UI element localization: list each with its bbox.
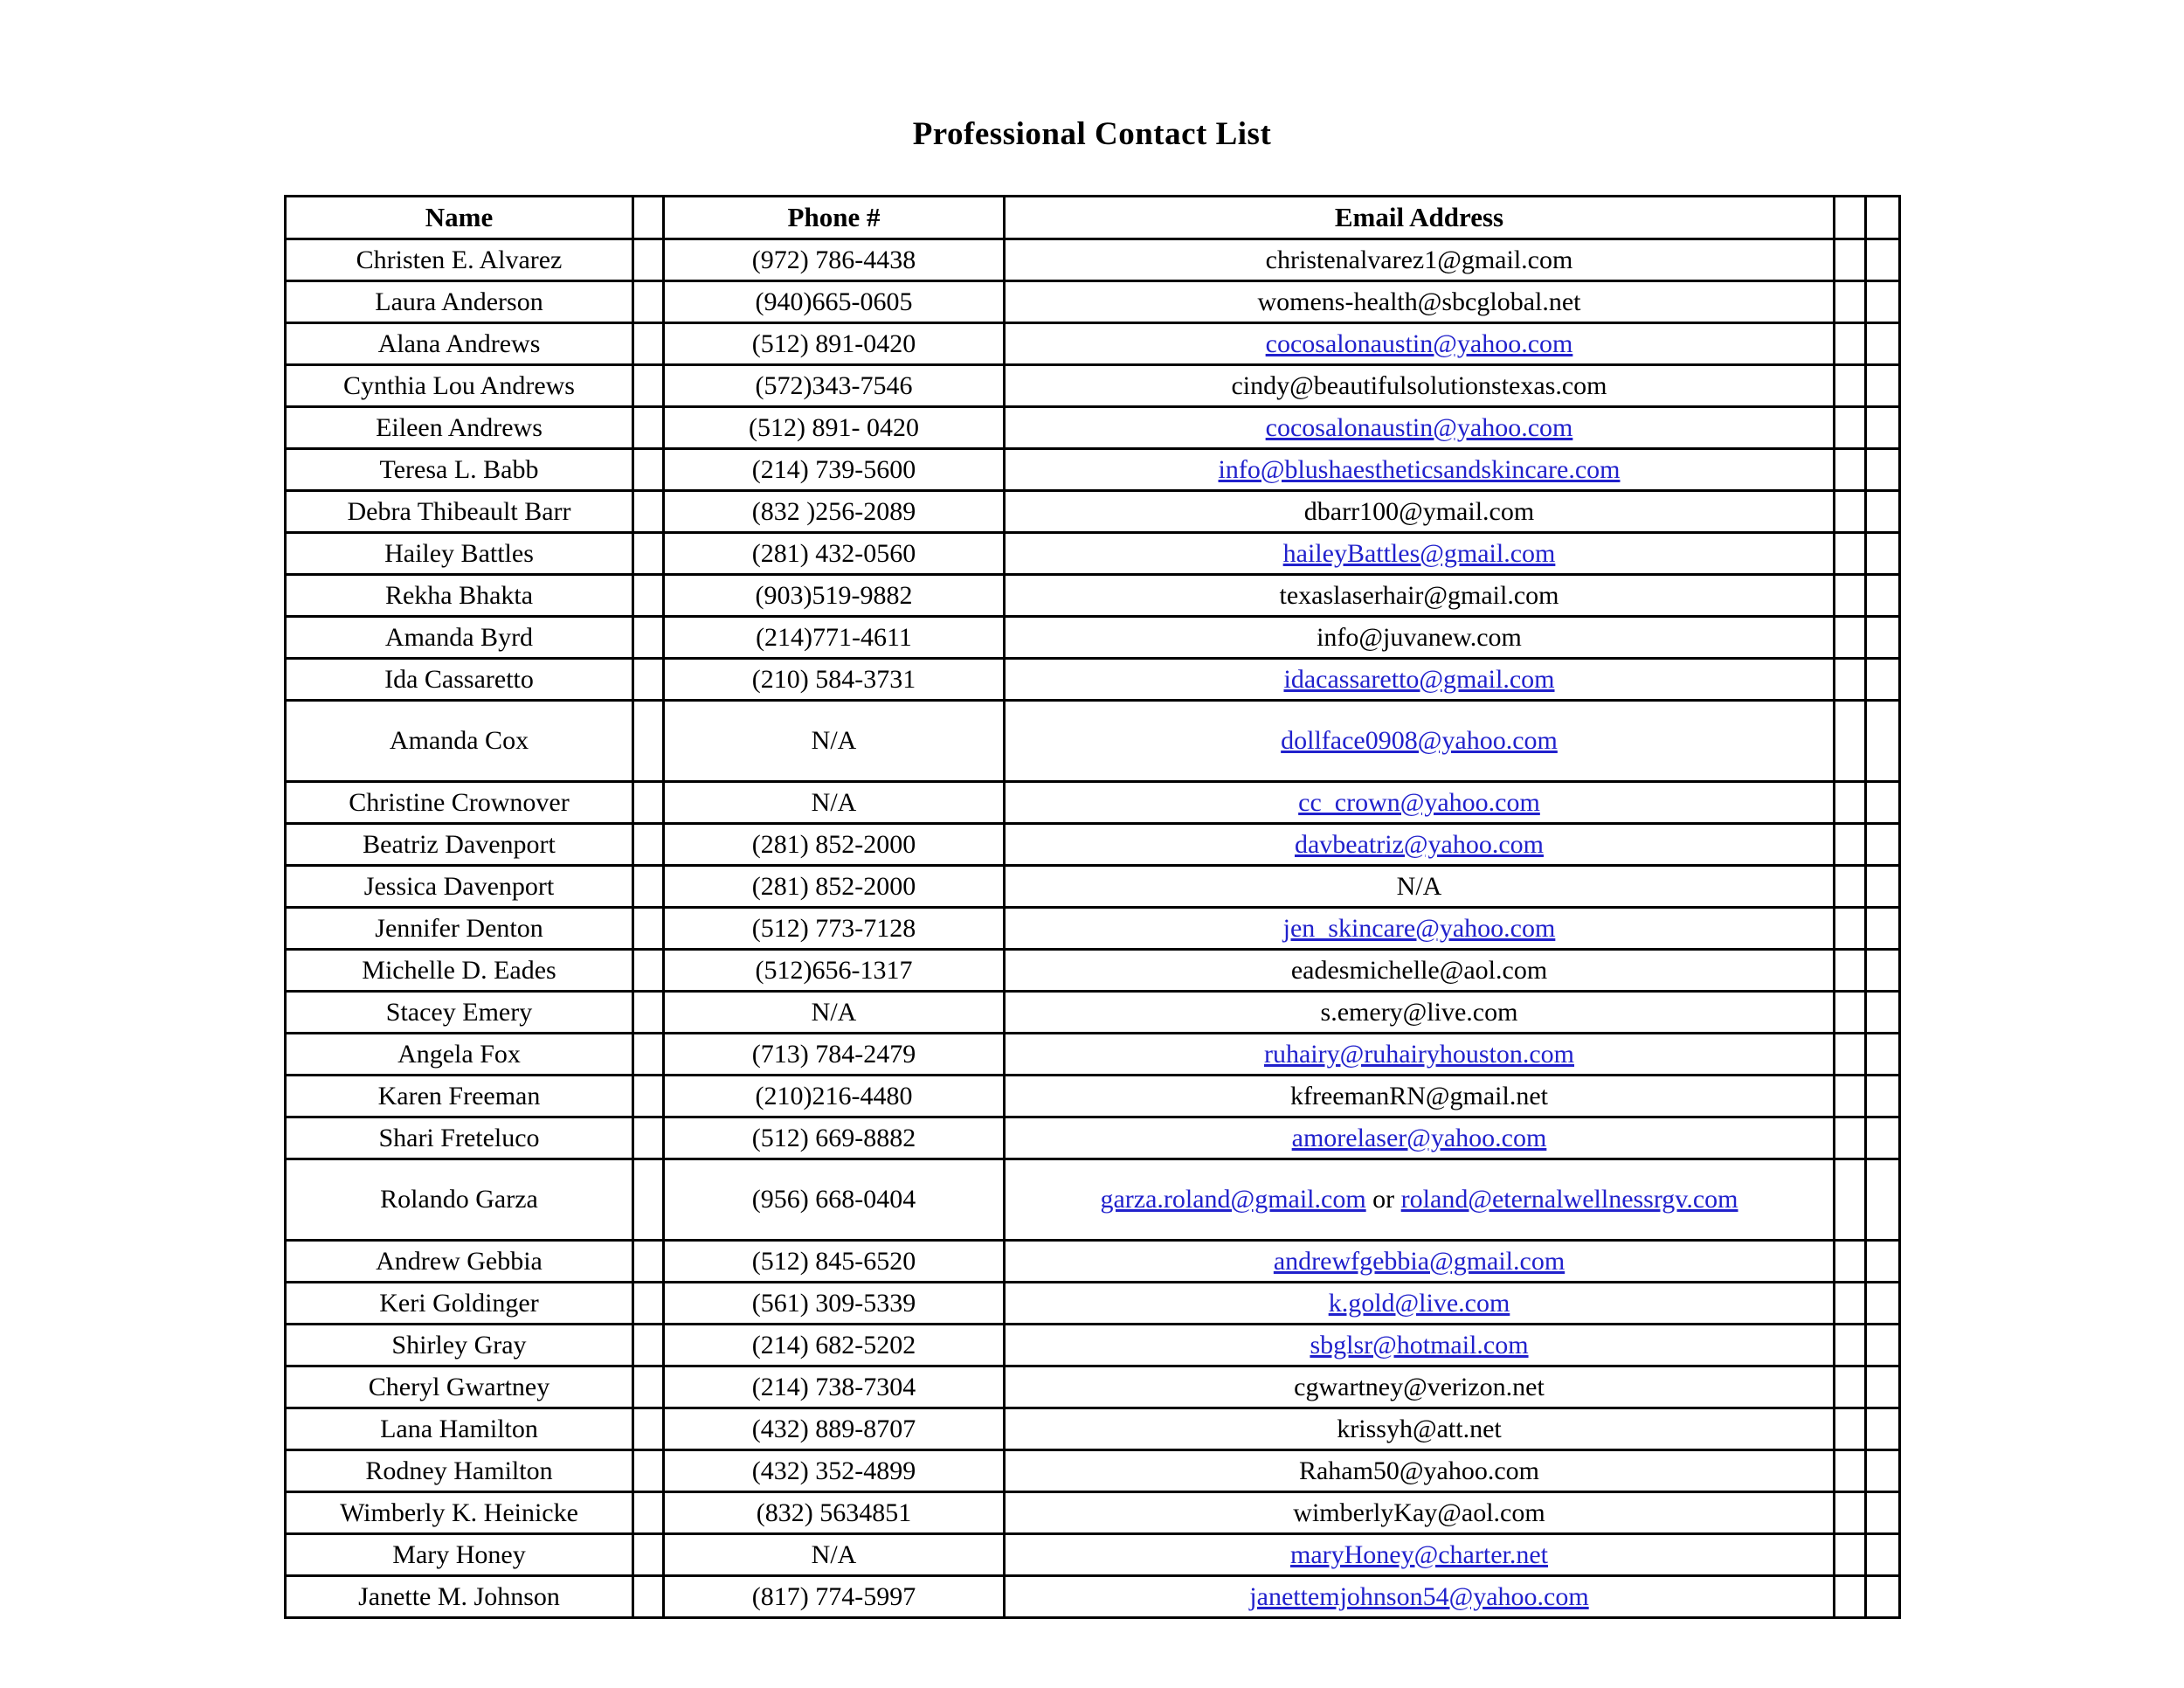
- contact-name: Andrew Gebbia: [286, 1241, 633, 1283]
- contact-email: [1005, 701, 1835, 782]
- contact-email: [1005, 866, 1835, 908]
- spacer-cell: [1866, 782, 1900, 824]
- contact-email: [1005, 1492, 1835, 1534]
- email-text: womens-health@sbcglobal.net: [1257, 287, 1581, 316]
- contact-email: [1005, 1117, 1835, 1159]
- spacer-cell: [1835, 239, 1866, 281]
- email-link[interactable]: garza.roland@gmail.com: [1100, 1185, 1366, 1214]
- email-text: christenalvarez1@gmail.com: [1265, 245, 1573, 274]
- table-row: [286, 1534, 1900, 1576]
- contact-name: Janette M. Johnson: [286, 1576, 633, 1618]
- contact-name: Angela Fox: [286, 1034, 633, 1076]
- email-link[interactable]: maryHoney@charter.net: [1289, 1539, 1548, 1569]
- spacer-cell: [1835, 617, 1866, 659]
- contact-phone: (214) 682-5202: [664, 1325, 1005, 1366]
- spacer-cell: [633, 575, 664, 617]
- contact-name: Christine Crownover: [286, 782, 633, 824]
- contact-email: [1005, 1408, 1835, 1450]
- contact-name: Michelle D. Eades: [286, 950, 633, 992]
- spacer-cell: [1835, 701, 1866, 782]
- table-row: [286, 239, 1900, 281]
- spacer-cell: [1866, 491, 1900, 533]
- spacer-cell: [1835, 1366, 1866, 1408]
- table-row: [286, 1325, 1900, 1366]
- spacer-cell: [1835, 365, 1866, 407]
- spacer-cell: [1866, 950, 1900, 992]
- table-row: [286, 1408, 1900, 1450]
- spacer-cell: [633, 407, 664, 449]
- contact-email: [1005, 617, 1835, 659]
- spacer-cell: [633, 950, 664, 992]
- table-row: [286, 533, 1900, 575]
- spacer-cell: [1866, 617, 1900, 659]
- contact-name: Rolando Garza: [286, 1159, 633, 1241]
- table-row: [286, 281, 1900, 323]
- email-link[interactable]: roland@eternalwellnessrgv.com: [1400, 1185, 1738, 1214]
- contact-phone: (512) 891- 0420: [664, 407, 1005, 449]
- table-row: [286, 1283, 1900, 1325]
- email-link[interactable]: haileyBattles@gmail.com: [1282, 538, 1556, 568]
- contact-email: [1005, 950, 1835, 992]
- contact-name: Amanda Cox: [286, 701, 633, 782]
- email-link[interactable]: jen_skincare@yahoo.com: [1282, 913, 1556, 943]
- table-row: [286, 407, 1900, 449]
- spacer-cell: [633, 701, 664, 782]
- table-row: [286, 1241, 1900, 1283]
- contact-phone: (512) 891-0420: [664, 323, 1005, 365]
- spacer-cell: [633, 908, 664, 950]
- contact-phone: (817) 774-5997: [664, 1576, 1005, 1618]
- contact-name: Rekha Bhakta: [286, 575, 633, 617]
- spacer-cell: [633, 866, 664, 908]
- spacer-cell: [1866, 1450, 1900, 1492]
- contact-email: [1005, 491, 1835, 533]
- contact-email: [1005, 659, 1835, 701]
- contact-phone: N/A: [664, 782, 1005, 824]
- spacer-cell: [633, 1366, 664, 1408]
- email-text: cindy@beautifulsolutionstexas.com: [1231, 370, 1607, 400]
- header-spacer-cell: [1835, 197, 1866, 239]
- spacer-cell: [633, 1450, 664, 1492]
- spacer-cell: [1866, 281, 1900, 323]
- contact-email: [1005, 407, 1835, 449]
- contact-phone: (832 )256-2089: [664, 491, 1005, 533]
- spacer-cell: [633, 1159, 664, 1241]
- col-header-phone: Phone #: [664, 197, 1005, 239]
- contact-email: [1005, 1325, 1835, 1366]
- spacer-cell: [633, 281, 664, 323]
- spacer-cell: [633, 239, 664, 281]
- contact-phone: (214) 739-5600: [664, 449, 1005, 491]
- header-spacer-cell: [1866, 197, 1900, 239]
- header-spacer-cell: [633, 197, 664, 239]
- spacer-cell: [1866, 1241, 1900, 1283]
- spacer-cell: [633, 533, 664, 575]
- contact-name: Ida Cassaretto: [286, 659, 633, 701]
- spacer-cell: [1866, 1534, 1900, 1576]
- table-row: [286, 992, 1900, 1034]
- contact-email: [1005, 365, 1835, 407]
- spacer-cell: [633, 1534, 664, 1576]
- contact-email: [1005, 239, 1835, 281]
- contact-email: [1005, 1241, 1835, 1283]
- email-text: info@juvanew.com: [1317, 622, 1522, 652]
- contact-phone: (512) 669-8882: [664, 1117, 1005, 1159]
- spacer-cell: [633, 323, 664, 365]
- contact-email: [1005, 1534, 1835, 1576]
- contact-name: Debra Thibeault Barr: [286, 491, 633, 533]
- contact-email: [1005, 782, 1835, 824]
- spacer-cell: [1835, 575, 1866, 617]
- email-text: dbarr100@ymail.com: [1303, 496, 1535, 526]
- contact-name: Mary Honey: [286, 1534, 633, 1576]
- contact-phone: (956) 668-0404: [664, 1159, 1005, 1241]
- contact-phone: (832) 5634851: [664, 1492, 1005, 1534]
- contact-phone: N/A: [664, 701, 1005, 782]
- spacer-cell: [1835, 281, 1866, 323]
- contact-name: Cynthia Lou Andrews: [286, 365, 633, 407]
- spacer-cell: [633, 1076, 664, 1117]
- contact-phone: (432) 889-8707: [664, 1408, 1005, 1450]
- email-link[interactable]: idacassaretto@gmail.com: [1283, 664, 1555, 694]
- spacer-cell: [1866, 575, 1900, 617]
- table-row: [286, 824, 1900, 866]
- contact-phone: (210)216-4480: [664, 1076, 1005, 1117]
- spacer-cell: [1835, 1241, 1866, 1283]
- table-row: [286, 1034, 1900, 1076]
- spacer-cell: [1835, 1283, 1866, 1325]
- contact-name: Laura Anderson: [286, 281, 633, 323]
- spacer-cell: [633, 1492, 664, 1534]
- contact-email: [1005, 908, 1835, 950]
- spacer-cell: [1866, 824, 1900, 866]
- contact-name: Jennifer Denton: [286, 908, 633, 950]
- spacer-cell: [1866, 1576, 1900, 1618]
- table-row: [286, 1576, 1900, 1618]
- spacer-cell: [1866, 239, 1900, 281]
- spacer-cell: [633, 617, 664, 659]
- spacer-cell: [1835, 1534, 1866, 1576]
- contact-email: [1005, 281, 1835, 323]
- email-link[interactable]: andrewfgebbia@gmail.com: [1273, 1246, 1565, 1276]
- contact-phone: N/A: [664, 992, 1005, 1034]
- spacer-cell: [1835, 1034, 1866, 1076]
- table-row: [286, 617, 1900, 659]
- table-row: [286, 782, 1900, 824]
- spacer-cell: [1835, 992, 1866, 1034]
- email-text: wimberlyKay@aol.com: [1293, 1498, 1545, 1527]
- spacer-cell: [1835, 1408, 1866, 1450]
- contact-email: [1005, 533, 1835, 575]
- table-row: [286, 491, 1900, 533]
- email-link[interactable]: cc_crown@yahoo.com: [1298, 787, 1540, 817]
- contact-email: [1005, 449, 1835, 491]
- spacer-cell: [1835, 449, 1866, 491]
- email-link[interactable]: sbglsr@hotmail.com: [1310, 1330, 1529, 1359]
- spacer-cell: [1835, 908, 1866, 950]
- email-link[interactable]: cocosalonaustin@yahoo.com: [1265, 412, 1573, 442]
- contact-name: Teresa L. Babb: [286, 449, 633, 491]
- table-row: [286, 323, 1900, 365]
- contact-phone: (713) 784-2479: [664, 1034, 1005, 1076]
- contact-phone: (512) 773-7128: [664, 908, 1005, 950]
- contact-phone: (214) 738-7304: [664, 1366, 1005, 1408]
- contact-name: Stacey Emery: [286, 992, 633, 1034]
- contact-name: Hailey Battles: [286, 533, 633, 575]
- contact-table: [284, 195, 1901, 1619]
- spacer-cell: [1866, 449, 1900, 491]
- table-row: [286, 1159, 1900, 1241]
- spacer-cell: [1835, 782, 1866, 824]
- email-link[interactable]: info@blushaestheticsandskincare.com: [1218, 454, 1621, 484]
- contact-name: Amanda Byrd: [286, 617, 633, 659]
- contact-name: Beatriz Davenport: [286, 824, 633, 866]
- contact-phone: N/A: [664, 1534, 1005, 1576]
- contact-phone: (512)656-1317: [664, 950, 1005, 992]
- spacer-cell: [1866, 1283, 1900, 1325]
- email-link[interactable]: cocosalonaustin@yahoo.com: [1265, 329, 1573, 358]
- spacer-cell: [1866, 1366, 1900, 1408]
- contact-phone: (281) 852-2000: [664, 866, 1005, 908]
- spacer-cell: [1866, 659, 1900, 701]
- spacer-cell: [1835, 323, 1866, 365]
- email-text: eadesmichelle@aol.com: [1290, 955, 1548, 985]
- table-row: [286, 1492, 1900, 1534]
- contact-phone: (281) 852-2000: [664, 824, 1005, 866]
- spacer-cell: [1835, 659, 1866, 701]
- contact-email: [1005, 992, 1835, 1034]
- spacer-cell: [633, 1576, 664, 1618]
- spacer-cell: [1866, 701, 1900, 782]
- contact-phone: (903)519-9882: [664, 575, 1005, 617]
- spacer-cell: [633, 1325, 664, 1366]
- email-link[interactable]: k.gold@live.com: [1328, 1288, 1510, 1318]
- contact-phone: (214)771-4611: [664, 617, 1005, 659]
- table-row: [286, 1450, 1900, 1492]
- contact-name: Rodney Hamilton: [286, 1450, 633, 1492]
- spacer-cell: [633, 992, 664, 1034]
- table-row: [286, 365, 1900, 407]
- table-row: [286, 1076, 1900, 1117]
- contact-name: Alana Andrews: [286, 323, 633, 365]
- contact-phone: (972) 786-4438: [664, 239, 1005, 281]
- spacer-cell: [1866, 866, 1900, 908]
- spacer-cell: [633, 1283, 664, 1325]
- contact-name: Cheryl Gwartney: [286, 1366, 633, 1408]
- spacer-cell: [633, 491, 664, 533]
- contact-name: Lana Hamilton: [286, 1408, 633, 1450]
- table-row: [286, 950, 1900, 992]
- spacer-cell: [1835, 866, 1866, 908]
- contact-phone: (572)343-7546: [664, 365, 1005, 407]
- table-row: [286, 1117, 1900, 1159]
- spacer-cell: [1835, 1576, 1866, 1618]
- spacer-cell: [633, 1408, 664, 1450]
- page-title: Professional Contact List: [912, 116, 1272, 152]
- spacer-cell: [633, 1034, 664, 1076]
- spacer-cell: [1835, 1450, 1866, 1492]
- contact-email: [1005, 1283, 1835, 1325]
- spacer-cell: [1835, 950, 1866, 992]
- spacer-cell: [1866, 992, 1900, 1034]
- email-text: s.emery@live.com: [1320, 997, 1518, 1027]
- spacer-cell: [633, 659, 664, 701]
- spacer-cell: [1866, 365, 1900, 407]
- contact-name: Wimberly K. Heinicke: [286, 1492, 633, 1534]
- contact-phone: (281) 432-0560: [664, 533, 1005, 575]
- contact-name: Karen Freeman: [286, 1076, 633, 1117]
- spacer-cell: [1866, 407, 1900, 449]
- spacer-cell: [633, 1117, 664, 1159]
- spacer-cell: [1866, 1492, 1900, 1534]
- spacer-cell: [1835, 407, 1866, 449]
- contact-email: [1005, 1076, 1835, 1117]
- spacer-cell: [1835, 1076, 1866, 1117]
- spacer-cell: [1866, 1034, 1900, 1076]
- contact-phone: (210) 584-3731: [664, 659, 1005, 701]
- spacer-cell: [1835, 533, 1866, 575]
- contact-name: Shari Freteluco: [286, 1117, 633, 1159]
- spacer-cell: [1835, 491, 1866, 533]
- col-header-email: Email Address: [1005, 197, 1835, 239]
- contact-email: [1005, 1159, 1835, 1241]
- spacer-cell: [633, 1241, 664, 1283]
- spacer-cell: [1866, 1159, 1900, 1241]
- contact-phone: (940)665-0605: [664, 281, 1005, 323]
- spacer-cell: [1835, 824, 1866, 866]
- contact-name: Christen E. Alvarez: [286, 239, 633, 281]
- table-row: [286, 701, 1900, 782]
- spacer-cell: [1866, 1076, 1900, 1117]
- email-text: cgwartney@verizon.net: [1294, 1372, 1545, 1401]
- email-text: N/A: [1396, 871, 1442, 901]
- table-row: [286, 908, 1900, 950]
- col-header-name: Name: [286, 197, 633, 239]
- header-row: [286, 197, 1900, 239]
- contact-name: Jessica Davenport: [286, 866, 633, 908]
- table-row: [286, 866, 1900, 908]
- contact-email: [1005, 1034, 1835, 1076]
- email-link[interactable]: davbeatriz@yahoo.com: [1294, 829, 1544, 859]
- contact-email: [1005, 1450, 1835, 1492]
- email-link[interactable]: ruhairy@ruhairyhouston.com: [1263, 1039, 1575, 1069]
- spacer-cell: [1835, 1325, 1866, 1366]
- table-row: [286, 575, 1900, 617]
- table-row: [286, 1366, 1900, 1408]
- spacer-cell: [1835, 1492, 1866, 1534]
- spacer-cell: [1866, 533, 1900, 575]
- email-text: kfreemanRN@gmail.net: [1289, 1081, 1549, 1110]
- spacer-cell: [1866, 908, 1900, 950]
- contact-email: [1005, 824, 1835, 866]
- contact-email: [1005, 575, 1835, 617]
- contact-email: [1005, 1576, 1835, 1618]
- email-text: texaslaserhair@gmail.com: [1279, 580, 1559, 610]
- email-link[interactable]: dollface0908@yahoo.com: [1281, 726, 1558, 755]
- spacer-cell: [1866, 1408, 1900, 1450]
- contact-name: Keri Goldinger: [286, 1283, 633, 1325]
- spacer-cell: [633, 449, 664, 491]
- email-link[interactable]: janettemjohnson54@yahoo.com: [1249, 1581, 1589, 1611]
- spacer-cell: [633, 824, 664, 866]
- spacer-cell: [633, 365, 664, 407]
- spacer-cell: [1835, 1159, 1866, 1241]
- contact-email: [1005, 323, 1835, 365]
- email-text: Raham50@yahoo.com: [1298, 1456, 1540, 1485]
- email-link[interactable]: amorelaser@yahoo.com: [1291, 1123, 1547, 1152]
- email-text: or: [1365, 1185, 1401, 1214]
- spacer-cell: [633, 782, 664, 824]
- table-row: [286, 659, 1900, 701]
- contact-phone: (512) 845-6520: [664, 1241, 1005, 1283]
- spacer-cell: [1866, 323, 1900, 365]
- spacer-cell: [1866, 1325, 1900, 1366]
- email-text: krissyh@att.net: [1337, 1414, 1502, 1443]
- contact-phone: (432) 352-4899: [664, 1450, 1005, 1492]
- contact-name: Eileen Andrews: [286, 407, 633, 449]
- contact-name: Shirley Gray: [286, 1325, 633, 1366]
- contact-phone: (561) 309-5339: [664, 1283, 1005, 1325]
- table-row: [286, 449, 1900, 491]
- contact-email: [1005, 1366, 1835, 1408]
- spacer-cell: [1835, 1117, 1866, 1159]
- spacer-cell: [1866, 1117, 1900, 1159]
